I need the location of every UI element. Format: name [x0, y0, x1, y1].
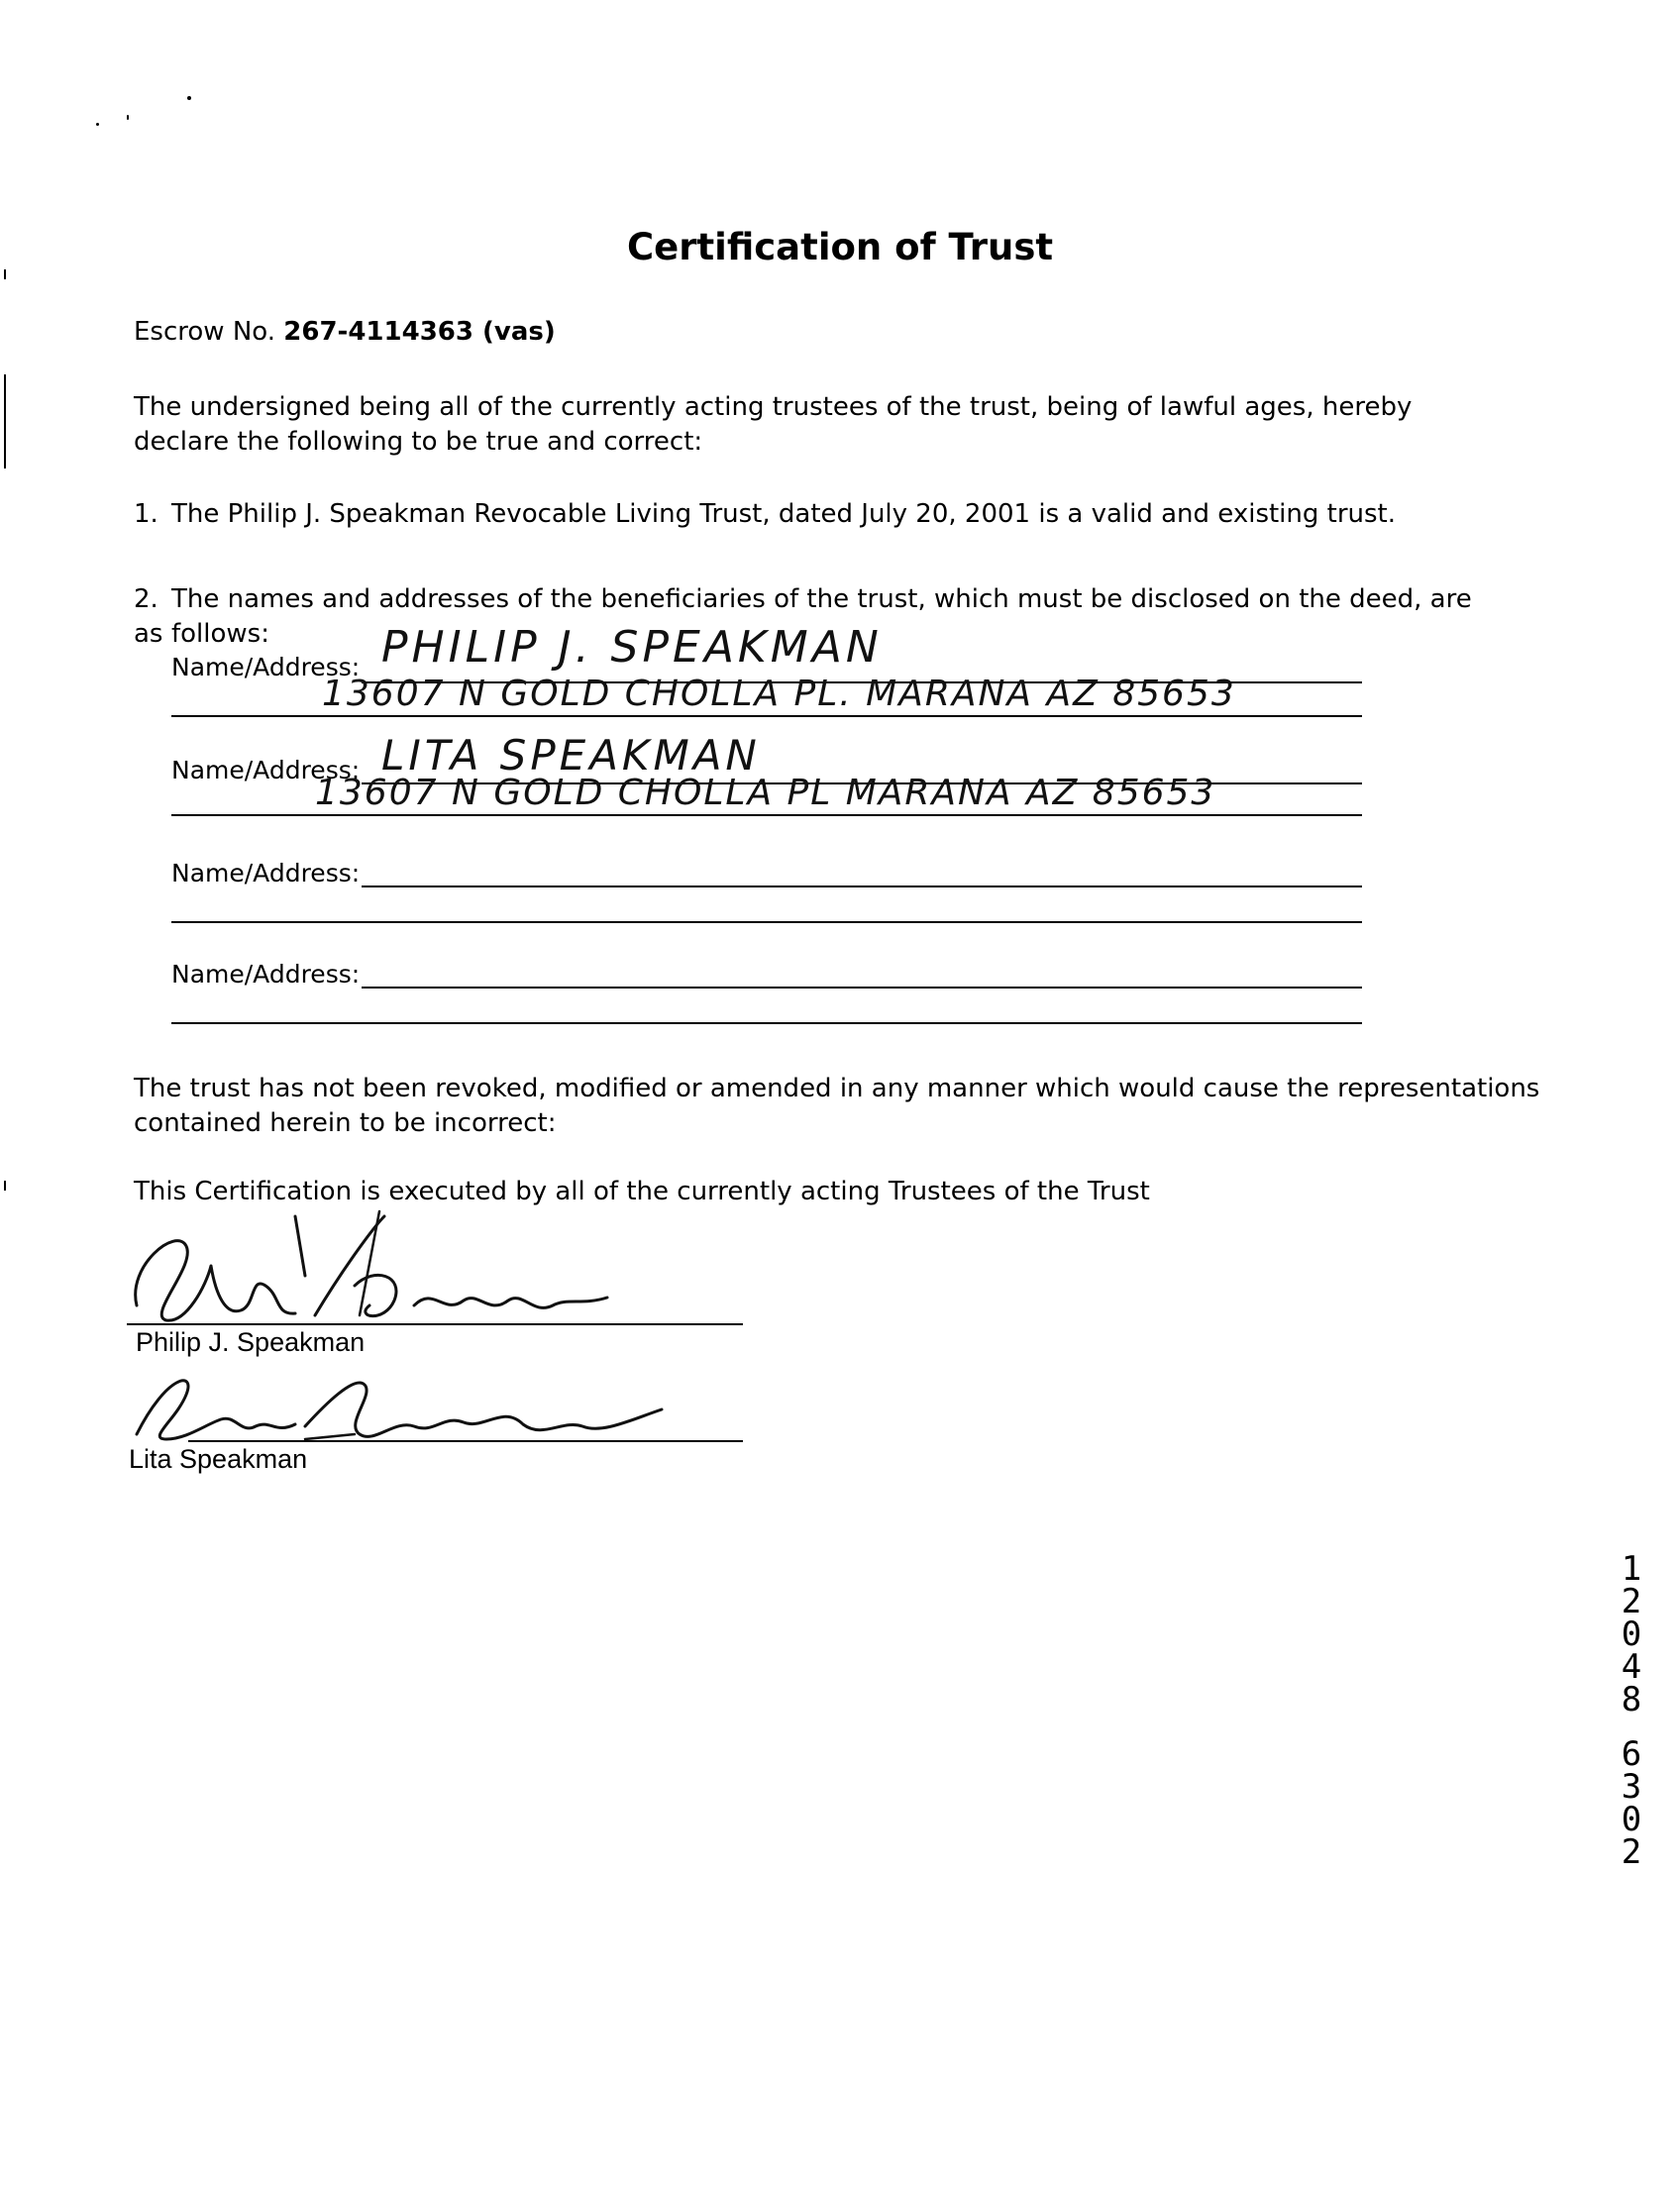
stamp-digit: 4 — [1621, 1647, 1642, 1687]
scan-edge-mark — [4, 269, 6, 279]
name-address-label: Name/Address: — [171, 960, 361, 989]
beneficiary-1-address: 13607 N GOLD CHOLLA PL. MARANA AZ 85653 — [322, 674, 1236, 714]
stamp-digit: 1 — [1621, 1549, 1642, 1589]
signer-2-name: Lita Speakman — [129, 1444, 308, 1474]
stamp-digit: 0 — [1621, 1800, 1642, 1839]
stamp-digit: 0 — [1621, 1614, 1642, 1654]
scan-speck — [187, 96, 191, 100]
recording-stamp-number — [1615, 1549, 1648, 1872]
address-line — [171, 715, 1362, 717]
name-address-label: Name/Address: — [171, 756, 361, 784]
signature-line — [188, 1440, 743, 1442]
item-1 — [134, 497, 1501, 532]
stamp-digit: 3 — [1621, 1767, 1642, 1807]
name-line — [362, 987, 1362, 989]
execution-statement: This Certification is executed by all of the currently acting Trustees of the Trust — [134, 1177, 1150, 1206]
escrow-number: 267-4114363 (vas) — [283, 317, 556, 347]
stamp-digit: 6 — [1621, 1734, 1642, 1774]
stamp-digit: 2 — [1621, 1582, 1642, 1621]
signature-philip — [117, 1206, 622, 1335]
address-line — [171, 921, 1362, 923]
item-2-text: The names and addresses of the beneficiaries of the trust, which must be disclosed on the deed, are as — [134, 584, 1472, 649]
stamp-digit: 2 — [1621, 1832, 1642, 1872]
scan-speck — [96, 123, 99, 126]
beneficiary-2-address: 13607 N GOLD CHOLLA PL MARANA AZ 85653 — [315, 773, 1216, 813]
item-2-follows: follows: — [171, 619, 269, 649]
beneficiary-1-name: PHILIP J. SPEAKMAN — [381, 622, 883, 673]
signature-line — [127, 1323, 743, 1325]
name-address-label: Name/Address: — [171, 653, 361, 681]
name-address-label: Name/Address: — [171, 859, 361, 887]
address-line — [171, 1022, 1362, 1024]
escrow-line — [134, 315, 556, 350]
item-2-number: 2. — [134, 584, 158, 614]
name-line — [362, 885, 1362, 887]
beneficiary-2-name: LITA SPEAKMAN — [381, 731, 761, 780]
item-1-number: 1. — [134, 499, 158, 529]
scan-edge-mark — [4, 1181, 6, 1191]
document-title: Certification of Trust — [626, 226, 1054, 268]
escrow-label: Escrow No. — [134, 317, 275, 347]
item-1-text: The Philip J. Speakman Revocable Living Trust, dated July 20, 2001 is a valid and existing trust. — [171, 499, 1397, 529]
address-line — [171, 814, 1362, 816]
signer-1-name: Philip J. Speakman — [136, 1327, 366, 1357]
intro-paragraph: The undersigned being all of the currently acting trustees of the trust, being of lawful ages, hereby declare the following to be true and correct: — [134, 392, 1413, 457]
stamp-digit: 8 — [1621, 1680, 1642, 1719]
scan-speck — [127, 115, 129, 120]
scan-edge-mark — [4, 374, 6, 469]
not-revoked-paragraph: The trust has not been revoked, modified or amended in any manner which would cause the representations contained herein to be incorrect: — [134, 1074, 1540, 1138]
